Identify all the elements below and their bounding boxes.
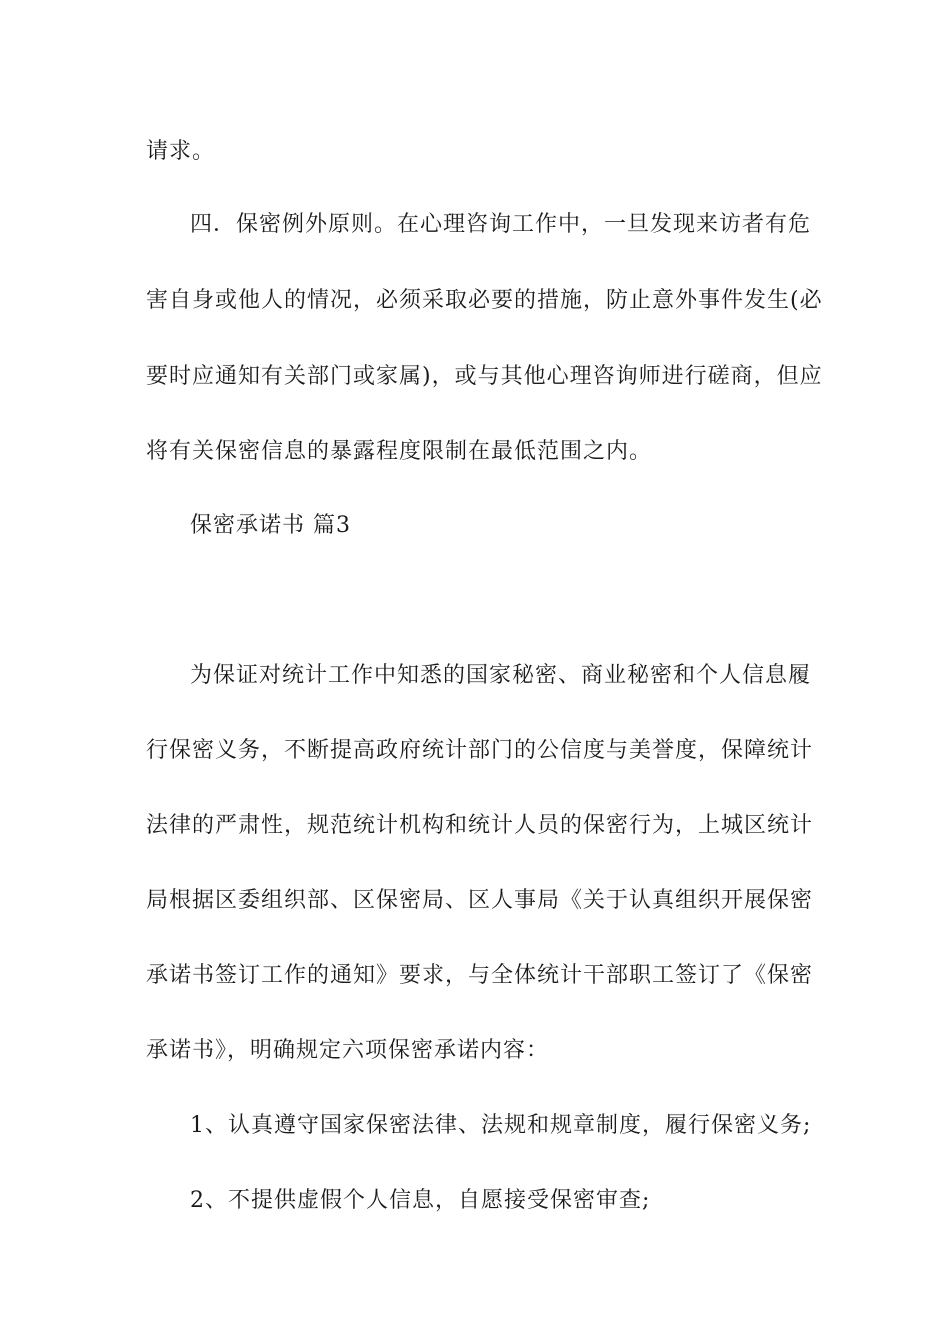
paragraph-line: 承诺书》，明确规定六项保密承诺内容： <box>146 1038 550 1063</box>
paragraph-line: 将有关保密信息的暴露程度限制在最低范围之内。 <box>146 439 653 464</box>
section-heading: 保密承诺书 篇3 <box>190 513 351 538</box>
paragraph-line: 为保证对统计工作中知悉的国家秘密、商业秘密和个人信息履 <box>190 663 812 688</box>
paragraph-line: 要时应通知有关部门或家属)，或与其他心理咨询师进行磋商，但应 <box>146 364 823 389</box>
list-item: 1、认真遵守国家保密法律、法规和规章制度，履行保密义务; <box>190 1113 812 1138</box>
paragraph-line: 害自身或他人的情况，必须采取必要的措施，防止意外事件发生(必 <box>146 288 823 313</box>
paragraph-line: 行保密义务，不断提高政府统计部门的公信度与美誉度，保障统计 <box>146 738 814 763</box>
paragraph-line: 法律的严肃性，规范统计机构和统计人员的保密行为，上城区统计 <box>146 813 814 838</box>
list-item: 2、不提供虚假个人信息，自愿接受保密审查; <box>190 1188 651 1213</box>
paragraph-line: 承诺书签订工作的通知》要求，与全体统计干部职工签订了《保密 <box>146 963 814 988</box>
paragraph-line: 请求。 <box>146 139 216 164</box>
paragraph-line: 局根据区委组织部、区保密局、区人事局《关于认真组织开展保密 <box>146 888 814 913</box>
paragraph-line: 四．保密例外原则。在心理咨询工作中，一旦发现来访者有危 <box>190 212 812 237</box>
